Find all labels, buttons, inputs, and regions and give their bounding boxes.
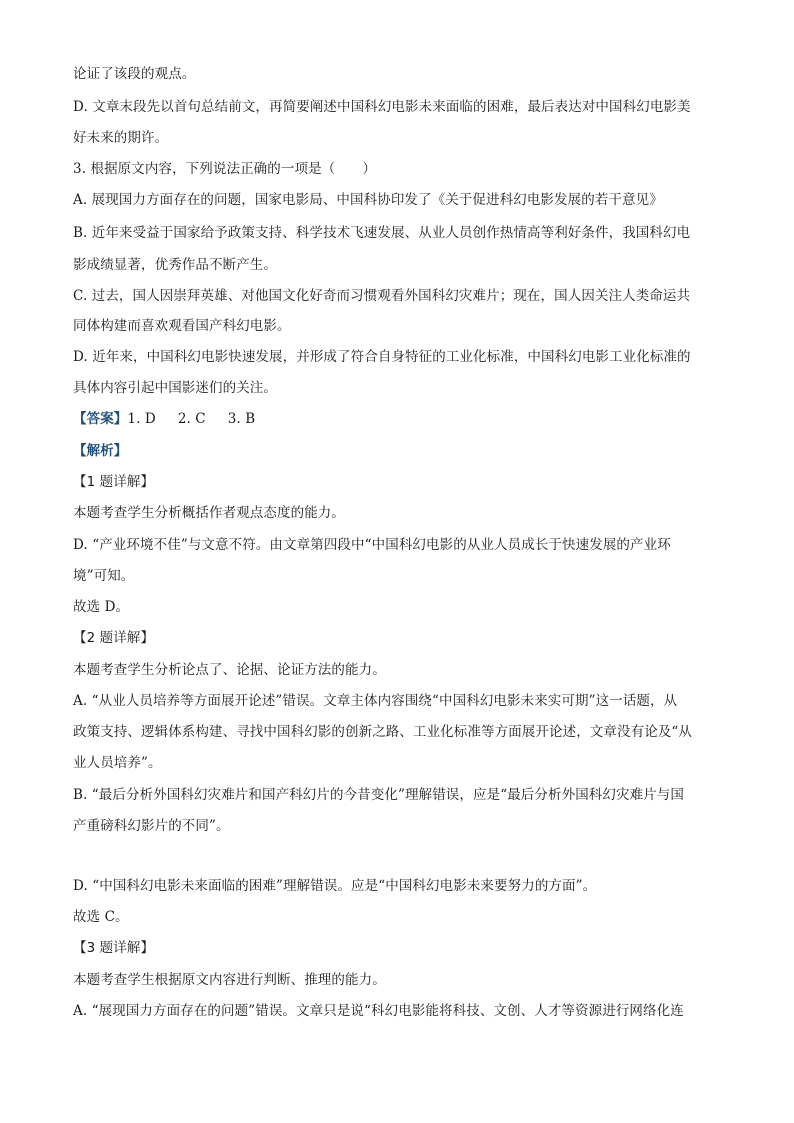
analysis-label: 【解析】 [73, 443, 128, 459]
answer-label: 【答案】 [73, 411, 128, 427]
text-line: 影成绩显著，优秀作品不断产生。 [73, 257, 277, 273]
text-line: 业人员培养”。 [73, 755, 162, 771]
answer-1: 1. D [127, 411, 156, 427]
answer-2: 2. C [177, 411, 206, 427]
text-line: D. “产业环境不佳”与文意不符。由文章第四段中“中国科幻电影的从业人员成长于快速发展的产业环 [73, 537, 671, 553]
text-line: 本题考查学生分析概括作者观点态度的能力。 [73, 505, 345, 521]
q3-heading: 【3 题详解】 [73, 940, 155, 956]
answer-3: 3. B [227, 411, 256, 427]
q2-heading: 【2 题详解】 [73, 630, 155, 646]
answer-line [73, 409, 255, 429]
text-line: 好未来的期许。 [73, 130, 169, 146]
option-b: B. 近年来受益于国家给予政策支持、科学技术飞速发展、从业人员创作热情高等利好条件，我国科幻电 [73, 225, 691, 241]
text-line: 政策支持、逻辑体系构建、寻找中国科幻影的创新之路、工业化标准等方面展开论述，文章没有论及“从 [73, 724, 692, 740]
option-d: D. 近年来，中国科幻电影快速发展，并形成了符合自身特征的工业化标准，中国科幻电影工业化标准的 [73, 349, 691, 365]
option-a: A. 展现国力方面存在的问题，国家电影局、中国科协印发了《关于促进科幻电影发展的若干意见》 [73, 192, 663, 208]
text-line: D. 文章末段先以首句总结前文，再简要阐述中国科幻电影未来面临的困难，最后表达对中国科幻电影美 [73, 99, 691, 115]
text-line: 同体构建而喜欢观看国产科幻电影。 [73, 318, 291, 334]
text-line: 本题考查学生分析论点了、论据、论证方法的能力。 [73, 662, 386, 678]
q1-heading: 【1 题详解】 [73, 474, 155, 490]
text-line: 本题考查学生根据原文内容进行判断、推理的能力。 [73, 972, 386, 988]
text-line: A. “展现国力方面存在的问题”错误。文章只是说“科幻电影能将科技、文创、人才等资源进行网络化连 [73, 1003, 684, 1019]
question-stem: 3. 根据原文内容，下列说法正确的一项是（ ） [73, 161, 377, 177]
option-c: C. 过去，国人因崇拜英雄、对他国文化好奇而习惯观看外国科幻灾难片；现在，国人因关注人类命运共 [73, 288, 691, 304]
text-line: B. “最后分析外国科幻灾难片和国产科幻片的今昔变化”理解错误，应是“最后分析外国科幻灾难片与国 [73, 787, 685, 803]
analysis-heading [73, 441, 127, 461]
text-line: 具体内容引起中国影迷们的关注。 [73, 380, 277, 396]
text-line: A. “从业人员培养等方面展开论述”错误。文章主体内容围绕“中国科幻电影未来实可期”这一话题，从 [73, 693, 678, 709]
text-line: D. “中国科幻电影未来面临的困难”理解错误。应是“中国科幻电影未来要努力的方面”。 [73, 878, 597, 894]
text-line: 产重磅科幻影片的不同”。 [73, 818, 230, 834]
text-line: 故选 C。 [73, 909, 129, 925]
text-line: 故选 D。 [73, 599, 130, 615]
text-line: 论证了该段的观点。 [73, 66, 196, 82]
text-line: 境”可知。 [73, 568, 135, 584]
